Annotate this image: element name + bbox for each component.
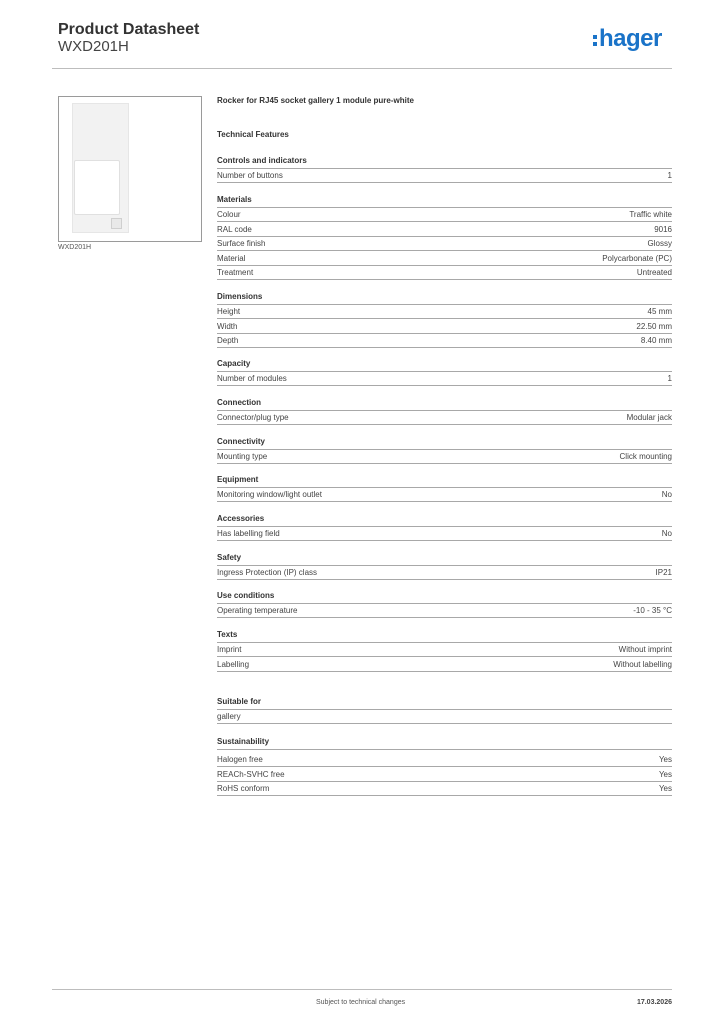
spec-row	[217, 266, 672, 280]
spec-label: Material	[217, 253, 246, 263]
product-name: Rocker for RJ45 socket gallery 1 module pure-white	[217, 96, 414, 105]
header-divider	[52, 68, 672, 69]
spec-row	[217, 710, 672, 724]
spec-label: Number of modules	[217, 374, 287, 383]
spec-label: Treatment	[217, 268, 254, 278]
spec-row	[217, 208, 672, 222]
spec-label: RAL code	[217, 224, 252, 234]
section-title: Equipment	[217, 475, 672, 487]
spec-label: Surface finish	[217, 239, 266, 249]
spec-row	[217, 372, 672, 386]
spec-label: Has labelling field	[217, 529, 280, 538]
spec-label: Depth	[217, 336, 239, 346]
spec-value: 9016	[654, 224, 672, 234]
spec-value: 8.40 mm	[640, 336, 672, 346]
spec-row	[217, 320, 672, 334]
spec-row	[217, 604, 672, 618]
spec-row	[217, 753, 672, 767]
spec-value: 1	[667, 374, 672, 383]
spec-row	[217, 782, 672, 796]
spec-label: RoHS conform	[217, 784, 270, 794]
rj45-opening	[74, 160, 120, 215]
spec-value: Modular jack	[626, 413, 672, 422]
spec-value: IP21	[655, 568, 672, 577]
spec-value: Yes	[658, 784, 672, 794]
technical-features-heading: Technical Features	[217, 130, 289, 139]
spec-value: Glossy	[647, 239, 672, 249]
logo-dots-icon	[593, 33, 597, 47]
spec-label: Imprint	[217, 645, 242, 654]
section-title: Connectivity	[217, 437, 672, 449]
spec-row	[217, 658, 672, 672]
spec-value: 22.50 mm	[636, 321, 672, 331]
section-title: Sustainability	[217, 737, 672, 749]
section-title: Capacity	[217, 359, 672, 371]
product-image	[58, 96, 202, 242]
section-title: Accessories	[217, 514, 672, 526]
product-code: WXD201H	[58, 38, 129, 55]
spec-row	[217, 252, 672, 266]
spec-label: Mounting type	[217, 452, 268, 461]
spec-label: Operating temperature	[217, 606, 298, 615]
spec-label: Labelling	[217, 659, 250, 669]
section-title: Use conditions	[217, 591, 672, 603]
spec-row	[217, 169, 672, 183]
section-title: Texts	[217, 630, 672, 642]
footer-note: Subject to technical changes	[316, 999, 406, 1006]
spec-value: No	[661, 490, 672, 499]
spec-label: Connector/plug type	[217, 413, 289, 422]
spec-row	[217, 488, 672, 502]
spec-value: Yes	[658, 769, 672, 779]
hager-logo	[593, 27, 662, 51]
spec-value: Without labelling	[613, 659, 672, 669]
footer-date: 17.03.2026	[636, 999, 672, 1006]
spec-value: Without imprint	[618, 645, 672, 654]
brand-name: hager	[599, 25, 662, 52]
spec-row	[217, 566, 672, 580]
spec-row	[217, 527, 672, 541]
spec-label: Ingress Protection (IP) class	[217, 568, 318, 577]
section-title: Controls and indicators	[217, 156, 672, 168]
spec-row	[217, 223, 672, 237]
section-title: Safety	[217, 553, 672, 565]
spec-label: Halogen free	[217, 755, 263, 764]
spec-value: -10 - 35 °C	[633, 606, 672, 615]
rj45-symbol-icon	[111, 218, 122, 229]
section-title: Dimensions	[217, 292, 672, 304]
spec-value: Yes	[658, 755, 672, 764]
spec-value: Untreated	[636, 268, 672, 278]
rocker-plate-illustration	[72, 103, 129, 233]
footer-divider	[52, 989, 672, 990]
section-title: Suitable for	[217, 697, 672, 709]
spec-label: gallery	[217, 712, 241, 721]
spec-value: 45 mm	[647, 307, 672, 316]
spec-label: Height	[217, 307, 241, 316]
spec-row	[217, 643, 672, 657]
spec-value: No	[661, 529, 672, 538]
spec-row	[217, 450, 672, 464]
spec-value: Polycarbonate (PC)	[602, 253, 672, 263]
page-title: Product Datasheet	[58, 21, 200, 38]
spec-label: Monitoring window/light outlet	[217, 490, 322, 499]
spec-row	[217, 334, 672, 348]
section-title: Connection	[217, 398, 672, 410]
spec-value: 1	[667, 171, 672, 180]
spec-label: REACh-SVHC free	[217, 769, 285, 779]
image-caption: WXD201H	[58, 244, 92, 251]
spec-row	[217, 237, 672, 251]
spec-row	[217, 411, 672, 425]
spec-value: Click mounting	[619, 452, 672, 461]
section-title: Materials	[217, 195, 672, 207]
spec-label: Width	[217, 321, 238, 331]
spec-row	[217, 768, 672, 782]
spec-label: Colour	[217, 210, 241, 219]
spec-label: Number of buttons	[217, 171, 283, 180]
spec-row	[217, 305, 672, 319]
spec-value: Traffic white	[629, 210, 672, 219]
